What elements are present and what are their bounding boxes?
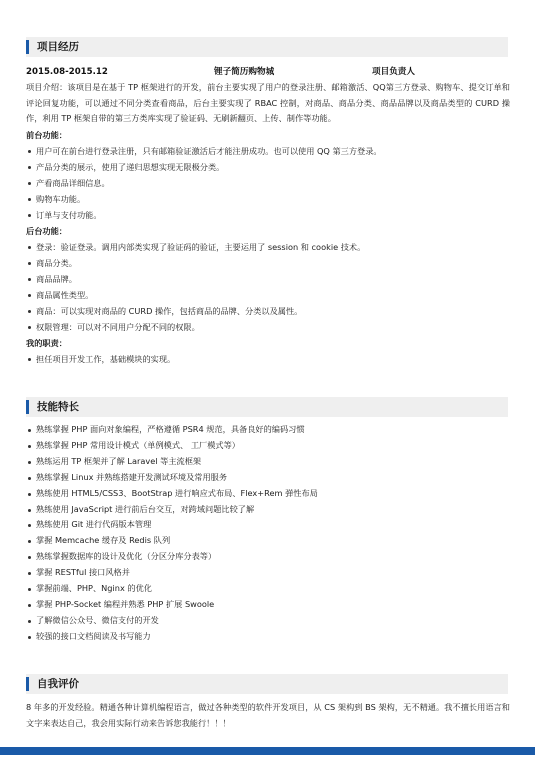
project-date: 2015.08-2015.12 [26,67,108,77]
list-item: 购物车功能。 [26,191,510,207]
list-item: 熟练使用 Git 进行代码版本管理 [26,517,510,533]
list-item: 商品分类。 [26,255,510,271]
list-item: 登录：验证登录。调用内部类实现了验证码的验证，主要运用了 session 和 cookie 技术。 [26,239,510,255]
list-item: 熟练掌握 PHP 常用设计模式（单例模式、 工厂模式等） [26,438,510,454]
list-item: 商品：可以实现对商品的 CURD 操作，包括商品的品牌、分类以及属性。 [26,303,510,319]
skills-block [26,422,510,645]
list-item: 订单与支付功能。 [26,207,510,223]
project-block [26,64,510,367]
list-item: 熟练运用 TP 框架并了解 Laravel 等主流框架 [26,454,510,470]
footer-accent-bar [0,747,535,755]
section-accent-bar [26,677,29,691]
list-item: 商品属性类型。 [26,287,510,303]
list-item: 担任项目开发工作，基础模块的实现。 [26,351,510,367]
skills-section-title: 技能特长 [37,400,79,413]
list-item: 权限管理：可以对不同用户分配不同的权限。 [26,319,510,335]
list-item: 较强的接口文档阅读及书写能力 [26,629,510,645]
duty-label: 我的职责： [26,337,67,348]
self-eval-text: 8 年多的开发经验。精通各种计算机编程语言，做过各种类型的软件开发项目，从 CS 架构到 BS 架构，无不精通。我不擅长用语言和文字来表达自己，我会用实际行动来告诉您我能行！！！ [26,702,510,728]
list-item: 熟练使用 HTML5/CSS3、BootStrap 进行响应式布局、Flex+Rem 弹性布局 [26,486,510,502]
list-item: 掌握前端、PHP、Nginx 的优化 [26,581,510,597]
frontend-label: 前台功能： [26,129,67,140]
list-item: 掌握 PHP-Socket 编程并熟悉 PHP 扩展 Swoole [26,597,510,613]
list-item: 熟练掌握数据库的设计及优化（分区分库分表等） [26,549,510,565]
list-item: 了解微信公众号、微信支付的开发 [26,613,510,629]
list-item: 商品品牌。 [26,271,510,287]
list-item: 产看商品详细信息。 [26,175,510,191]
project-role: 项目负责人 [372,67,415,77]
backend-label: 后台功能： [26,225,67,236]
list-item: 熟练掌握 Linux 并熟练搭建开发测试环境及常用服务 [26,470,510,486]
skills-section-header [26,397,508,417]
section-accent-bar [26,40,29,54]
section-accent-bar [26,400,29,414]
project-section-title: 项目经历 [37,40,79,53]
list-item: 产品分类的展示，使用了递归思想实现无限极分类。 [26,159,510,175]
frontend-list [26,143,510,223]
list-item: 熟练使用 JavaScript 进行前后台交互，对跨域问题比较了解 [26,502,510,518]
duty-list [26,351,510,367]
list-item: 熟练掌握 PHP 面向对象编程，严格遵循 PSR4 规范，具备良好的编码习惯 [26,422,510,438]
list-item: 掌握 RESTful 接口风格并 [26,565,510,581]
skills-list [26,422,510,645]
self-eval-block [26,700,510,731]
self-eval-section-title: 自我评价 [37,677,79,690]
self-eval-section-header [26,674,508,694]
list-item: 用户可在前台进行登录注册，只有邮箱验证激活后才能注册成功。也可以使用 QQ 第三方登录。 [26,143,510,159]
project-section-header [26,37,508,57]
project-meta-row [26,64,510,80]
list-item: 掌握 Memcache 缓存及 Redis 队列 [26,533,510,549]
project-company: 锂子简历购物城 [214,67,275,77]
project-intro: 项目介绍：该项目是在基于 TP 框架进行的开发，前台主要实现了用户的登录注册、邮箱激活、QQ第三方登录、购物车、提交订单和评论回复功能，可以通过不同分类查看商品，后台主要实现了 RBAC 控制，对商品、商品分类、商品品牌以及商品类型的 CURD 操作，利用 TP 框架自带的第三方类库实现了验证码、无刷新翻页、上传、制作等功能。 [26,82,510,123]
backend-list [26,239,510,335]
